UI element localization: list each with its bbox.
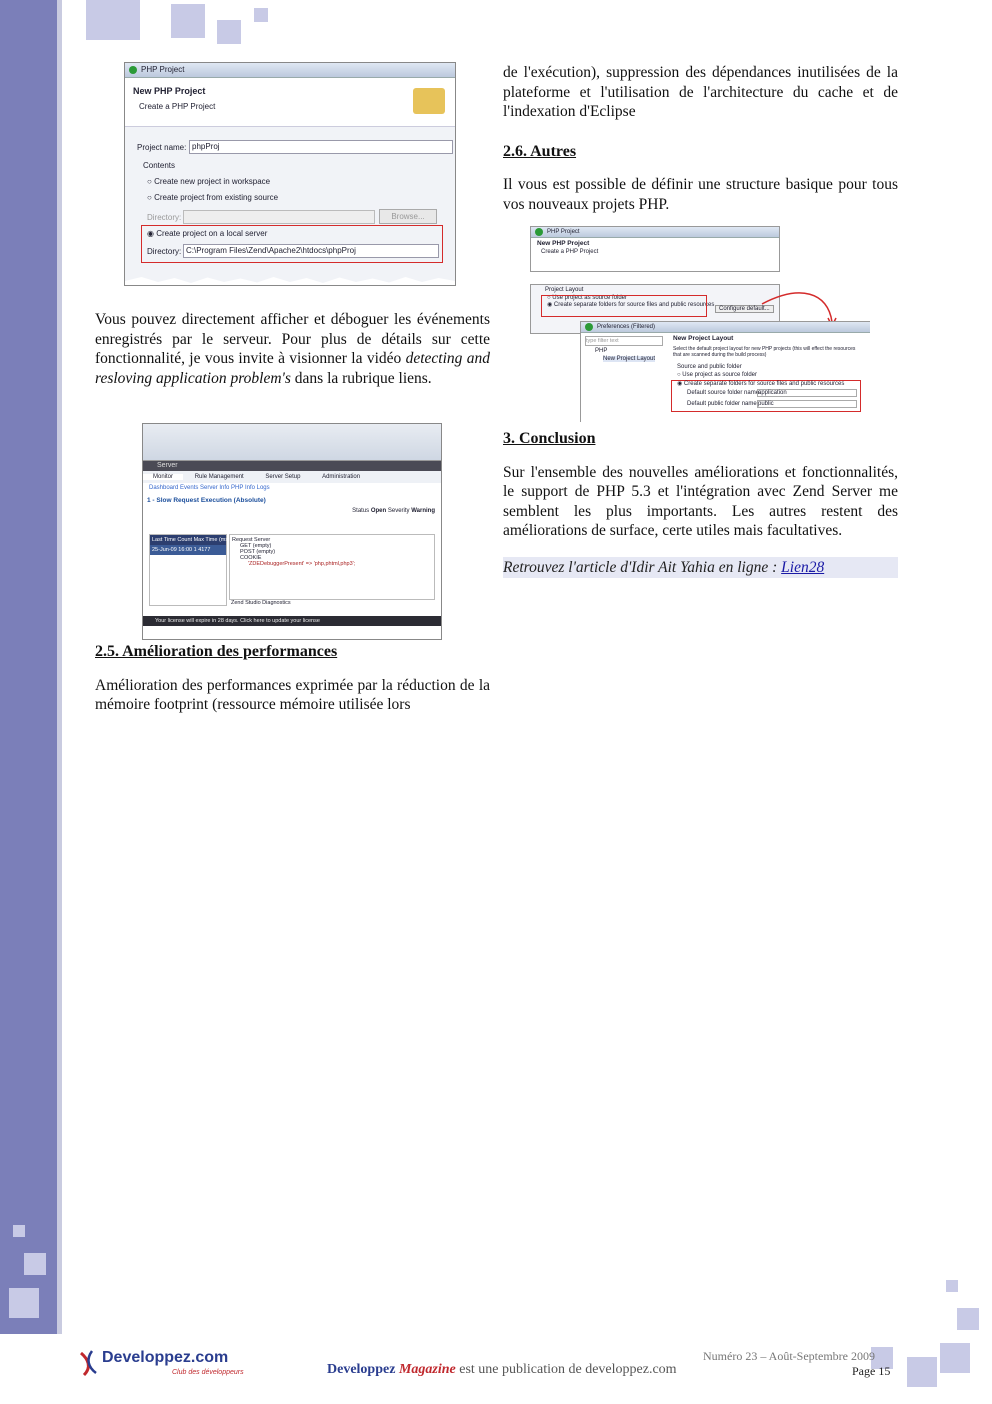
- issue-number: Numéro 23 – Août-Septembre 2009: [703, 1349, 875, 1363]
- paragraph-conclusion: Sur l'ensemble des nouvelles améliorations et fonctionnalités, le support de PHP 5.3 et l'intégration avec Zend Server me semblent les plus importants. Les autres restent des améliorations de surface, certe utiles mais facultatives.: [503, 463, 898, 539]
- highlight-box: [541, 295, 707, 317]
- dialog-titlebar: PHP Project: [531, 227, 779, 238]
- group-label: Source and public folder: [677, 364, 742, 370]
- section-heading-conclusion: 3. Conclusion: [503, 430, 596, 447]
- tab-administration[interactable]: Administration: [322, 474, 361, 480]
- tab-monitor[interactable]: Monitor: [143, 474, 183, 480]
- torn-edge: [143, 631, 441, 639]
- zend-server-screenshot: [142, 423, 442, 640]
- logo-text: Developpez.com: [102, 1349, 229, 1366]
- page-sidebar-shadow: [57, 0, 62, 1334]
- severity-value: Warning: [411, 508, 435, 514]
- decor-square: [907, 1357, 937, 1387]
- paragraph-performance: Amélioration des performances exprimée par la réduction de la mémoire footprint (ressource mémoire utilisée lors: [95, 676, 490, 713]
- article-online-link-line: Retrouvez l'article d'Idir Ait Yahia en ligne : Lien28: [503, 557, 898, 579]
- page-sidebar-band: [0, 0, 57, 1334]
- decor-square: [254, 8, 268, 22]
- decor-square: [9, 1288, 39, 1318]
- source-folder-input[interactable]: application: [757, 389, 857, 397]
- tree-item-php[interactable]: PHP: [595, 348, 608, 354]
- php-project-dialog-screenshot: [124, 62, 456, 286]
- radio-new-workspace[interactable]: ○ Create new project in workspace: [147, 177, 271, 186]
- source-folder-label: Default source folder name:: [687, 390, 761, 396]
- dialog-heading: New PHP Project: [133, 86, 206, 96]
- decor-square: [24, 1253, 46, 1275]
- preferences-description: Select the default project layout for new PHP projects (this will effect the resources that are scanned during the build process): [673, 346, 856, 358]
- decor-square: [217, 20, 241, 44]
- preferences-page-title: New Project Layout: [673, 335, 734, 342]
- directory-select[interactable]: C:\Program Files\Zend\Apache2\htdocs\phpProj: [183, 244, 439, 258]
- decor-square: [13, 1225, 25, 1237]
- col-max-time: Max Time (ms): [193, 537, 230, 543]
- public-folder-input[interactable]: public: [757, 400, 857, 408]
- decor-square: [940, 1343, 970, 1373]
- decor-square: [86, 0, 140, 40]
- radio-use-source[interactable]: ○ Use project as source folder: [547, 295, 627, 301]
- col-count: Count: [177, 537, 193, 543]
- dialog-heading: New PHP Project: [537, 240, 590, 247]
- project-name-input[interactable]: phpProj: [189, 140, 453, 154]
- project-layout-label: Project Layout: [545, 287, 584, 293]
- logo-subtitle: Club des développeurs: [172, 1369, 244, 1376]
- dialog-titlebar: PHP Project: [125, 63, 455, 78]
- publication-line: Developpez Magazine est une publication de developpez.com: [327, 1362, 677, 1377]
- radio-local-server[interactable]: ◉ Create project on a local server: [147, 229, 268, 238]
- tree-item: 'ZDEDebuggerPresent' => 'php,phtml,php3';: [248, 561, 356, 567]
- configure-default-button[interactable]: Configure default...: [715, 305, 774, 313]
- tab-server[interactable]: Server: [254, 537, 271, 543]
- contents-label: Contents: [143, 161, 176, 170]
- folder-icon: [413, 88, 445, 114]
- tree-item: POST (empty): [240, 549, 276, 555]
- server-header: Server: [143, 461, 441, 471]
- project-layout-screenshot: [530, 226, 870, 422]
- paragraph-debug: Vous pouvez directement afficher et déboguer les événements enregistrés par le serveur. Pour plus de détails sur cette fonctionnalité, je vous invite à visionner la vidéo detecting and resloving application problem's dans la rubrique liens.: [95, 311, 491, 387]
- tree-item: GET (empty): [240, 543, 272, 549]
- section-heading-performance: 2.5. Amélioration des performances: [95, 643, 338, 660]
- radio-pref-source[interactable]: ○ Use project as source folder: [677, 372, 757, 378]
- lien28-link[interactable]: Lien28: [781, 558, 825, 576]
- page-number: Page 15: [852, 1364, 891, 1378]
- severity-label: Severity: [387, 508, 410, 514]
- paragraph-autres: Il vous est possible de définir une structure basique pour tous vos nouveaux projets PHP.: [503, 176, 898, 213]
- paragraph-continuation: de l'exécution), suppression des dépendances inutilisées de la plateforme et l'utilisation de l'architecture du cache et de l'indexation d'Eclipse: [503, 64, 898, 120]
- public-folder-label: Default public folder name:: [687, 401, 759, 407]
- decor-square: [957, 1308, 979, 1330]
- col-last-time: Last Time: [152, 537, 176, 543]
- tab-request[interactable]: Request: [232, 537, 253, 543]
- tab-server-setup[interactable]: Server Setup: [265, 474, 301, 480]
- developpez-logo: [78, 1349, 248, 1381]
- radio-existing-source[interactable]: ○ Create project from existing source: [147, 193, 279, 202]
- dialog-subheading: Create a PHP Project: [139, 102, 216, 111]
- license-bar: Your license will expire in 28 days. Click here to update your license: [143, 616, 441, 626]
- event-title: 1 - Slow Request Execution (Absolute): [147, 497, 266, 504]
- project-name-label: Project name:: [137, 143, 187, 152]
- decor-square: [171, 4, 205, 38]
- diagnostics-label: Zend Studio Diagnostics: [231, 600, 291, 606]
- browse-button[interactable]: Browse...: [379, 209, 437, 224]
- filter-input[interactable]: type filter text: [585, 336, 663, 346]
- decor-square: [946, 1280, 958, 1292]
- logo-swoosh-icon: [78, 1349, 98, 1377]
- subnav: Dashboard Events Server Info PHP Info Logs: [149, 485, 270, 491]
- tree-item: COOKIE: [240, 555, 262, 561]
- tree-item-layout[interactable]: New Project Layout: [603, 356, 656, 362]
- status-value: Open: [370, 508, 387, 514]
- radio-separate-folders[interactable]: ◉ Create separate folders for source files and public resources: [547, 302, 715, 308]
- status-label: Status: [352, 508, 370, 514]
- preferences-titlebar: Preferences (Filtered): [581, 322, 870, 333]
- radio-pref-separate[interactable]: ◉ Create separate folders for source files and public resources: [677, 381, 845, 387]
- section-heading-autres: 2.6. Autres: [503, 142, 577, 160]
- directory-label-disabled: Directory:: [147, 213, 182, 222]
- dialog-subheading: Create a PHP Project: [541, 249, 599, 255]
- directory-label: Directory:: [147, 247, 182, 256]
- tab-rule-management[interactable]: Rule Management: [194, 474, 244, 480]
- directory-input-disabled: [183, 210, 375, 224]
- table-row[interactable]: 25-Jun-09 16:00 1 4177: [150, 545, 226, 555]
